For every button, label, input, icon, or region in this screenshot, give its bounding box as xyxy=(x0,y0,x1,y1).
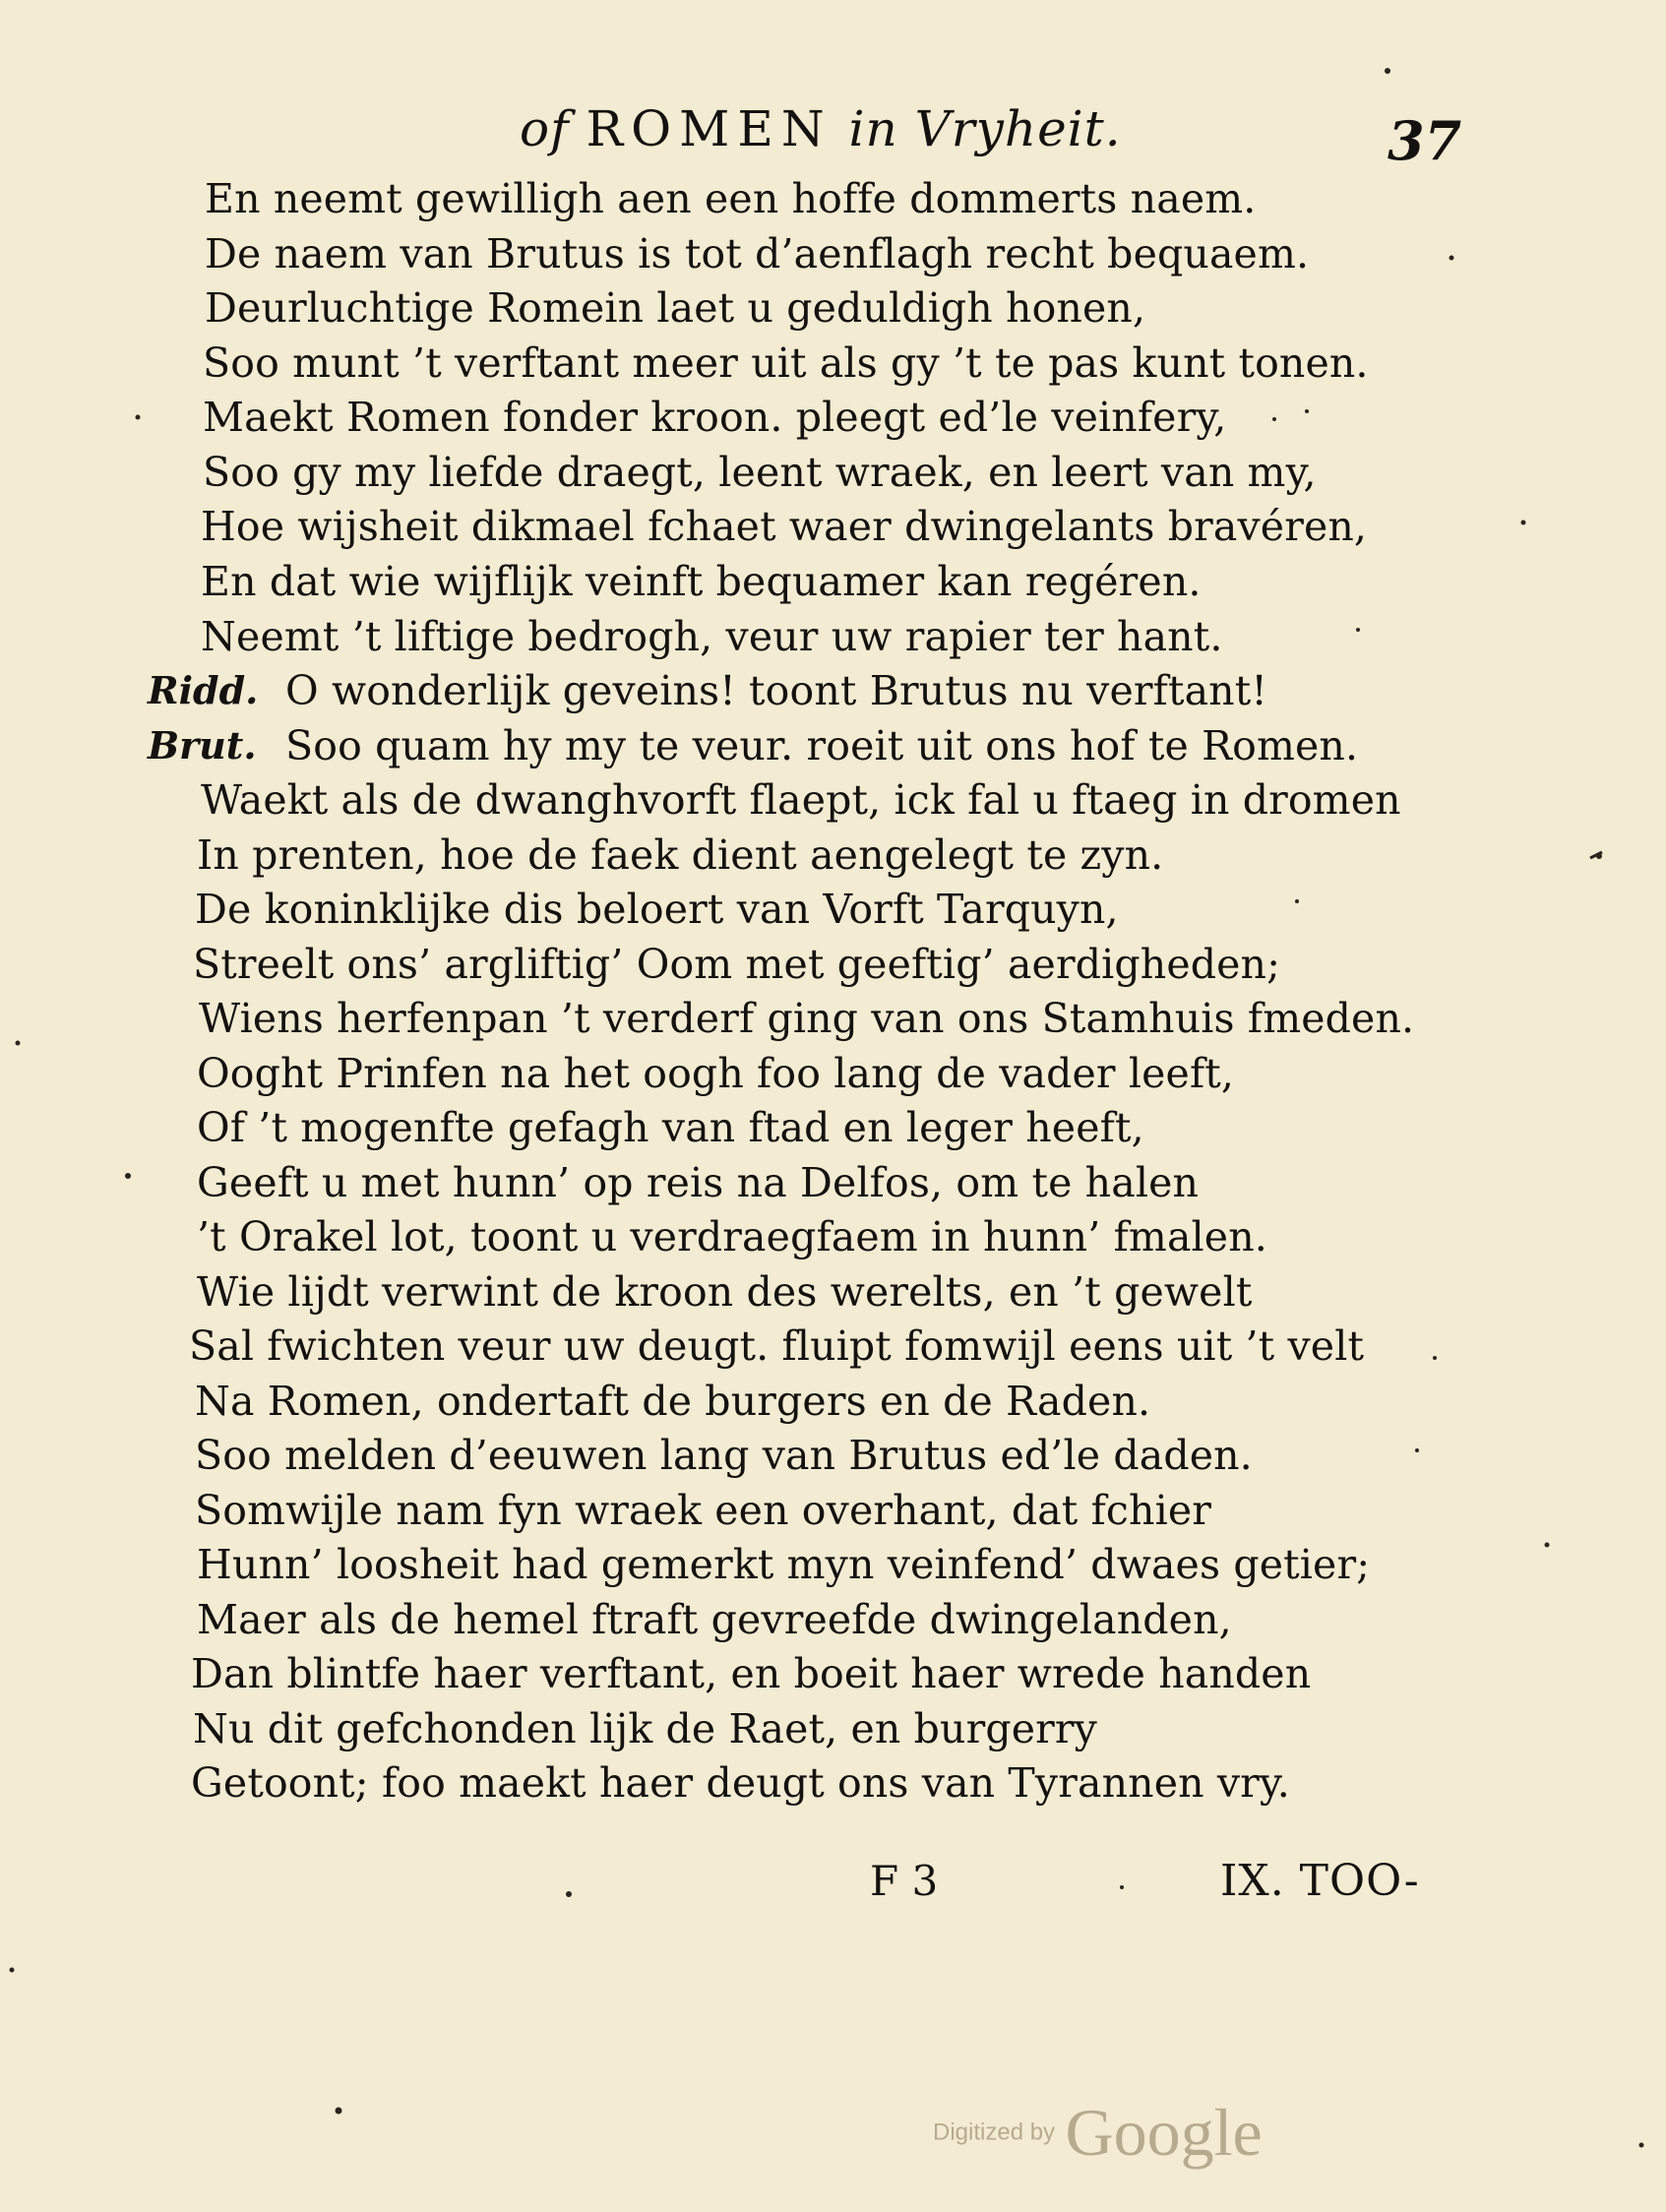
verse-text: Waekt als de dwanghvorft flaept, ick fal u ftaeg in dromen xyxy=(201,776,1401,824)
verse-text: Wie lijdt verwint de kroon des werelts, en ’t gewelt xyxy=(197,1268,1253,1316)
verse-text: Getoont; foo maekt haer deugt ons van Tyrannen vry. xyxy=(191,1759,1290,1807)
verse-text: Sal fwichten veur uw deugt. fluipt fomwijl eens uit ’t velt xyxy=(189,1322,1365,1370)
verse-text: Soo munt ’t verftant meer uit als gy ’t te pas kunt tonen. xyxy=(203,339,1369,387)
verse-text: Neemt ’t liftige bedrogh, veur uw rapier ter hant. xyxy=(201,613,1223,660)
running-head xyxy=(520,98,1122,159)
verse-text: Maer als de hemel ftraft gevreefde dwingelanden, xyxy=(197,1596,1232,1643)
verse-text: ’t Orakel lot, toont u verdraegfaem in hunn’ fmalen. xyxy=(197,1213,1267,1260)
running-head-of: of xyxy=(520,100,570,157)
speaker-label: Brut. xyxy=(148,723,257,768)
verse-text: Soo quam hy my te veur. roeit uit ons hof te Romen. xyxy=(285,722,1359,769)
signature-mark: F 3 xyxy=(870,1857,939,1905)
catchword: IX. TOO- xyxy=(1220,1856,1420,1906)
verse-text: O wonderlijk geveins! toont Brutus nu verftant! xyxy=(285,667,1267,714)
verse-text: En neemt gewilligh aen een hoffe dommerts naem. xyxy=(205,175,1257,222)
verse-text: De koninklijke dis beloert van Vorft Tarquyn, xyxy=(195,886,1119,933)
digitized-by-google-watermark xyxy=(933,2094,1263,2172)
verse-text: Maekt Romen fonder kroon. pleegt ed’le veinfery, xyxy=(203,394,1227,441)
verse-text: Nu dit gefchonden lijk de Raet, en burgerry xyxy=(193,1705,1097,1752)
verse-text: Na Romen, ondertaft de burgers en de Raden. xyxy=(195,1378,1151,1425)
verse-text: De naem van Brutus is tot d’aenflagh recht bequaem. xyxy=(205,230,1310,277)
watermark-brand: Google xyxy=(1065,2095,1263,2170)
verse-text: En dat wie wijflijk veinft bequamer kan regéren. xyxy=(201,558,1202,605)
verse-text: Hunn’ loosheit had gemerkt myn veinfend’ dwaes getier; xyxy=(197,1541,1371,1588)
running-head-vryheit: Vryheit. xyxy=(914,100,1122,157)
verse-text: Deurluchtige Romein laet u geduldigh honen, xyxy=(205,284,1146,332)
verse-text: Geeft u met hunn’ op reis na Delfos, om te halen xyxy=(197,1159,1200,1206)
verse-text: Wiens herfenpan ’t verderf ging van ons Stamhuis fmeden. xyxy=(199,995,1415,1042)
verse-text: Streelt ons’ argliftig’ Oom met geeftig’ aerdigheden; xyxy=(193,941,1281,988)
verse-text: In prenten, hoe de faek dient aengelegt te zyn. xyxy=(197,831,1164,879)
verse-text: Hoe wijsheit dikmael fchaet waer dwingelants bravéren, xyxy=(201,503,1368,550)
running-head-in: in xyxy=(848,100,898,157)
running-head-title: ROMEN xyxy=(586,100,833,157)
verse-text: Of ’t mogenfte gefagh van ftad en leger heeft, xyxy=(197,1104,1144,1151)
verse-text: Soo melden d’eeuwen lang van Brutus ed’le daden. xyxy=(195,1432,1253,1479)
verse-text: Dan blintfe haer verftant, en boeit haer wrede handen xyxy=(191,1650,1312,1697)
speaker-label: Ridd. xyxy=(148,668,259,712)
verse-text: Somwijle nam fyn wraek een overhant, dat fchier xyxy=(195,1487,1212,1534)
watermark-prefix: Digitized by xyxy=(933,2119,1056,2146)
page-number: 37 xyxy=(1388,109,1462,172)
verse-text: Ooght Prinfen na het oogh foo lang de vader leeft, xyxy=(197,1050,1235,1097)
verse-text: Soo gy my liefde draegt, leent wraek, en leert van my, xyxy=(203,449,1317,496)
